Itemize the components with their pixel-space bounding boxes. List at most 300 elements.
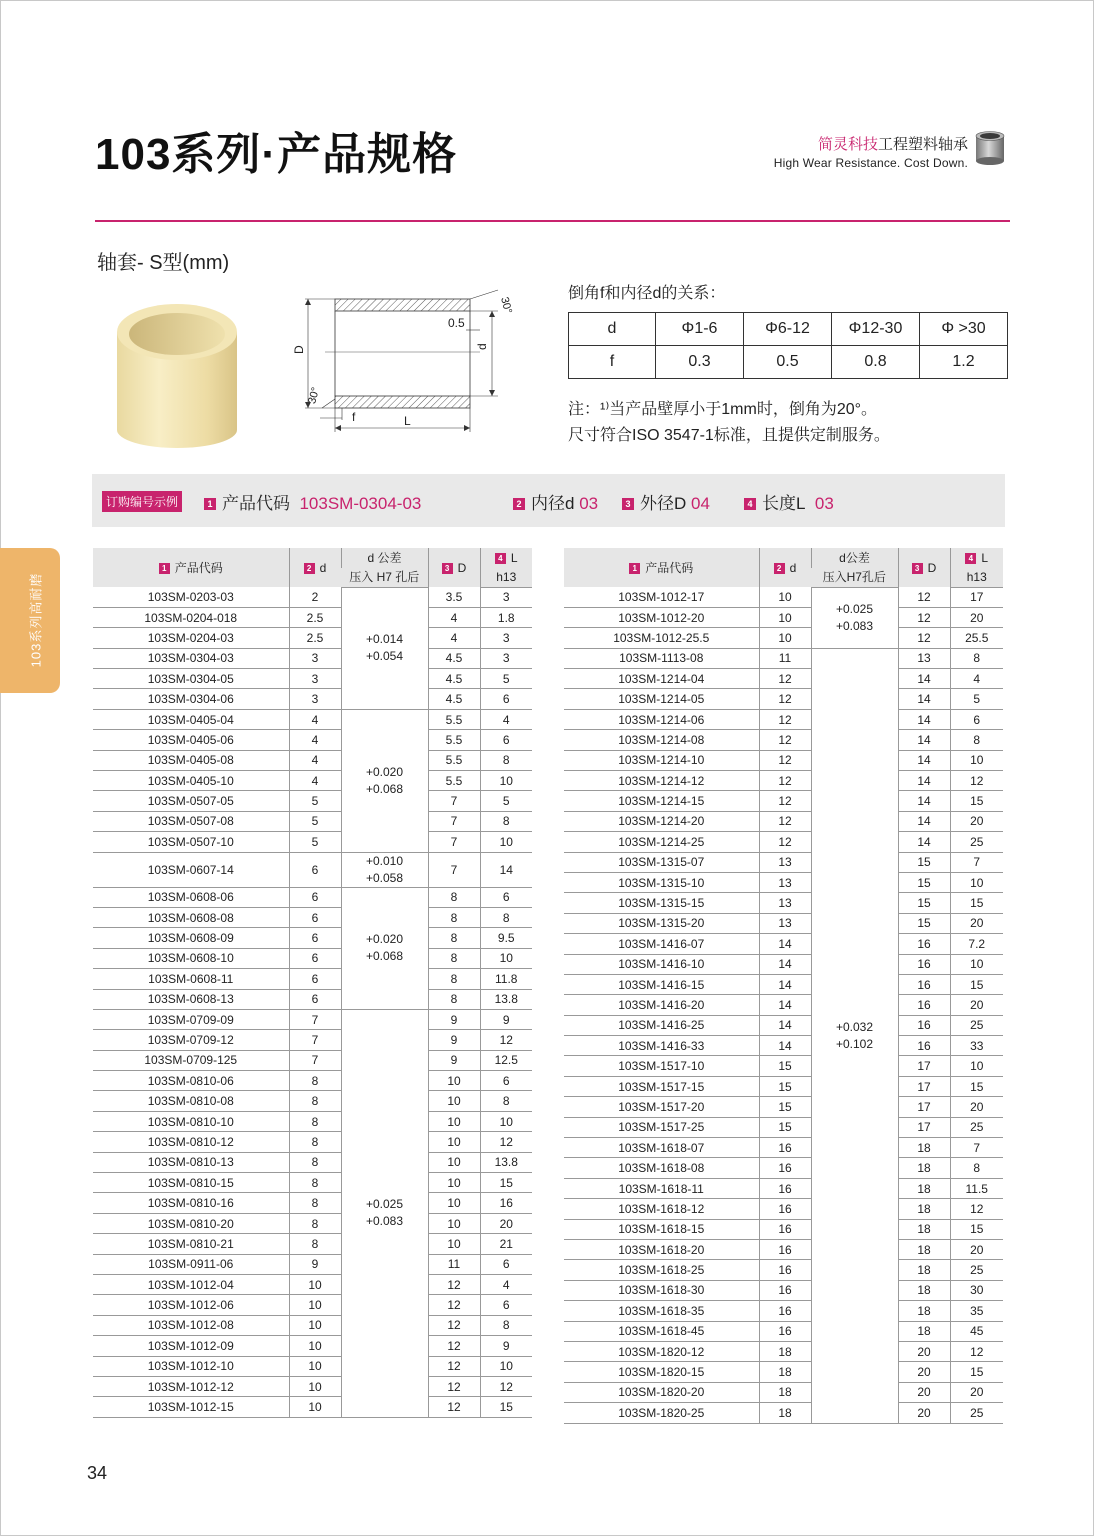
cell-D: 15	[898, 913, 950, 933]
header-L	[950, 548, 1003, 568]
number-badge: 2	[513, 498, 525, 510]
cell-d: 6	[289, 852, 341, 887]
table-row	[93, 709, 532, 729]
cell-L: 15	[950, 791, 1003, 811]
cell-code: 103SM-0911-06	[93, 1254, 289, 1274]
cell-D: 5.5	[428, 750, 480, 770]
table-row	[564, 1403, 1003, 1423]
cell-D: 10	[428, 1152, 480, 1172]
cell-D: 12	[898, 587, 950, 607]
cell-L: 9	[480, 1009, 532, 1029]
cell-D: 12	[428, 1397, 480, 1417]
brand-highlight: 简灵科技	[817, 136, 878, 153]
dim-angle-top: 30°	[498, 295, 514, 315]
table-row	[564, 974, 1003, 994]
cell-L: 9.5	[480, 928, 532, 948]
cell-code: 103SM-1820-20	[564, 1382, 759, 1402]
table-row	[93, 628, 532, 648]
cell-D: 12	[428, 1315, 480, 1335]
cell-d: 8	[289, 1152, 341, 1172]
header-D-label: D	[457, 560, 467, 575]
table-row	[93, 1213, 532, 1233]
header-rule	[95, 220, 1010, 222]
table-row	[564, 832, 1003, 852]
cell-L: 8	[480, 907, 532, 927]
table-row	[93, 969, 532, 989]
side-tab-label: 103系列高耐磨	[28, 572, 44, 668]
cell-code: 103SM-1315-15	[564, 893, 759, 913]
cell-d: 9	[289, 1254, 341, 1274]
header-code-label: 产品代码	[645, 560, 694, 575]
side-tab[interactable]	[0, 548, 60, 693]
cell-code: 103SM-0204-018	[93, 607, 289, 627]
cell-d: 14	[759, 995, 811, 1015]
order-code	[204, 489, 421, 514]
cell-code: 103SM-1012-06	[93, 1295, 289, 1315]
cell-L: 16	[480, 1193, 532, 1213]
table-row	[93, 1091, 532, 1111]
cell-D: 16	[898, 1015, 950, 1035]
cell-code: 103SM-0810-21	[93, 1234, 289, 1254]
cell-D: 9	[428, 1050, 480, 1070]
cell-d: 16	[759, 1301, 811, 1321]
tolerance-lower: +0.068	[365, 781, 404, 796]
table-row	[564, 913, 1003, 933]
chamfer-cell: f	[569, 346, 656, 379]
cell-code: 103SM-0810-15	[93, 1173, 289, 1193]
cell-D: 12	[428, 1376, 480, 1396]
chamfer-cell: 1.2	[920, 346, 1008, 379]
cell-D: 14	[898, 669, 950, 689]
number-badge: 4	[495, 553, 506, 564]
cell-code: 103SM-0608-10	[93, 948, 289, 968]
table-row	[564, 954, 1003, 974]
table-row	[564, 587, 1003, 607]
page-title: 103系列·产品规格	[95, 130, 458, 179]
chamfer-cell: Φ12-30	[832, 313, 920, 346]
cell-D: 9	[428, 1030, 480, 1050]
cell-L: 10	[480, 1111, 532, 1131]
table-row	[93, 750, 532, 770]
table-row	[564, 1138, 1003, 1158]
cell-L: 11.5	[950, 1178, 1003, 1198]
table-row	[564, 1240, 1003, 1260]
cell-code: 103SM-1214-06	[564, 709, 759, 729]
table-row	[564, 872, 1003, 892]
cell-d: 7	[289, 1009, 341, 1029]
cell-D: 14	[898, 791, 950, 811]
cell-D: 14	[898, 832, 950, 852]
cell-L: 12	[950, 1341, 1003, 1361]
cell-L: 20	[950, 811, 1003, 831]
table-row	[564, 1117, 1003, 1137]
cell-D: 4	[428, 607, 480, 627]
order-inner-value: 03	[579, 494, 599, 513]
cell-L: 12	[480, 1030, 532, 1050]
cell-d: 10	[289, 1376, 341, 1396]
cell-L: 33	[950, 1036, 1003, 1056]
tolerance-values	[836, 601, 873, 635]
cell-d: 8	[289, 1213, 341, 1233]
cell-d: 10	[289, 1397, 341, 1417]
cell-L: 7	[950, 852, 1003, 872]
chamfer-cell: Φ >30	[920, 313, 1008, 346]
dim-f: f	[352, 410, 356, 424]
cell-L: 35	[950, 1301, 1003, 1321]
cell-code: 103SM-1618-11	[564, 1178, 759, 1198]
bushing-photo	[112, 292, 242, 452]
cell-code: 103SM-0608-13	[93, 989, 289, 1009]
tolerance-lower: +0.058	[365, 870, 404, 885]
cell-L: 12	[950, 771, 1003, 791]
cell-code: 103SM-1618-35	[564, 1301, 759, 1321]
table-row	[93, 811, 532, 831]
header-L-label: L	[981, 551, 989, 565]
header-d	[289, 548, 341, 587]
cell-d: 8	[289, 1091, 341, 1111]
cell-tolerance	[341, 852, 428, 887]
page-number: 34	[87, 1463, 108, 1483]
cell-L: 6	[480, 689, 532, 709]
cell-D: 12	[428, 1356, 480, 1376]
cell-code: 103SM-1517-15	[564, 1076, 759, 1096]
cell-D: 4.5	[428, 689, 480, 709]
cell-code: 103SM-0405-08	[93, 750, 289, 770]
order-length	[744, 489, 834, 514]
cell-code: 103SM-1820-25	[564, 1403, 759, 1423]
cell-L: 15	[950, 893, 1003, 913]
cell-L: 20	[480, 1213, 532, 1233]
cell-D: 4.5	[428, 648, 480, 668]
cell-d: 8	[289, 1193, 341, 1213]
cell-code: 103SM-1012-17	[564, 587, 759, 607]
table-row	[93, 1295, 532, 1315]
cell-D: 10	[428, 1193, 480, 1213]
cell-code: 103SM-1214-05	[564, 689, 759, 709]
table-row	[564, 893, 1003, 913]
cell-code: 103SM-1113-08	[564, 648, 759, 668]
cell-L: 20	[950, 995, 1003, 1015]
cell-d: 16	[759, 1178, 811, 1198]
brand-tagline: High Wear Resistance. Cost Down.	[773, 156, 968, 170]
cell-code: 103SM-0810-13	[93, 1152, 289, 1172]
cell-code: 103SM-0608-08	[93, 907, 289, 927]
cell-d: 6	[289, 887, 341, 907]
cell-L: 15	[950, 1362, 1003, 1382]
table-row	[93, 1275, 532, 1295]
cell-L: 25	[950, 1015, 1003, 1035]
cell-d: 18	[759, 1341, 811, 1361]
cell-D: 15	[898, 852, 950, 872]
cell-code: 103SM-1517-25	[564, 1117, 759, 1137]
cell-code: 103SM-1416-25	[564, 1015, 759, 1035]
cell-code: 103SM-1618-20	[564, 1240, 759, 1260]
cell-D: 5.5	[428, 730, 480, 750]
cell-D: 18	[898, 1178, 950, 1198]
spec-table-left	[93, 548, 532, 1418]
table-row	[93, 887, 532, 907]
cell-d: 14	[759, 934, 811, 954]
cell-D: 18	[898, 1240, 950, 1260]
cell-d: 16	[759, 1158, 811, 1178]
table-row	[564, 1178, 1003, 1198]
cell-d: 18	[759, 1382, 811, 1402]
table-row	[93, 1111, 532, 1131]
cell-D: 10	[428, 1234, 480, 1254]
cell-code: 103SM-1618-30	[564, 1280, 759, 1300]
table-row	[93, 1336, 532, 1356]
cell-d: 12	[759, 771, 811, 791]
table-row	[564, 709, 1003, 729]
cell-D: 8	[428, 948, 480, 968]
cell-L: 17	[950, 587, 1003, 607]
cell-d: 10	[759, 628, 811, 648]
table-row	[93, 907, 532, 927]
table-row	[93, 689, 532, 709]
cell-L: 25	[950, 832, 1003, 852]
tolerance-lower: +0.054	[365, 649, 404, 664]
number-badge: 4	[965, 553, 976, 564]
number-badge: 4	[744, 498, 756, 510]
cell-L: 8	[950, 648, 1003, 668]
header-D	[428, 548, 480, 587]
header-d	[759, 548, 811, 587]
order-outer-value: 04	[691, 494, 710, 513]
cell-code: 103SM-0608-09	[93, 928, 289, 948]
order-outer-label: 外径D	[640, 494, 687, 513]
cell-L: 12	[480, 1376, 532, 1396]
cell-d: 12	[759, 811, 811, 831]
cell-d: 12	[759, 709, 811, 729]
number-badge: 2	[304, 563, 315, 574]
cell-code: 103SM-0810-08	[93, 1091, 289, 1111]
table-row	[93, 1397, 532, 1417]
bearing-logo-icon	[975, 130, 1005, 166]
cell-code: 103SM-1012-10	[93, 1356, 289, 1376]
cell-D: 8	[428, 969, 480, 989]
table-row	[564, 1097, 1003, 1117]
cell-L: 11.8	[480, 969, 532, 989]
cell-d: 12	[759, 669, 811, 689]
cell-D: 20	[898, 1362, 950, 1382]
table-row	[93, 1315, 532, 1335]
cell-L: 10	[950, 954, 1003, 974]
cell-d: 10	[289, 1295, 341, 1315]
chamfer-cell: 0.3	[656, 346, 744, 379]
cell-d: 12	[759, 689, 811, 709]
cell-L: 3	[480, 628, 532, 648]
cell-code: 103SM-0810-10	[93, 1111, 289, 1131]
cell-D: 7	[428, 832, 480, 852]
dim-angle-bottom: 30°	[306, 385, 323, 406]
tolerance-lower: +0.102	[835, 1036, 874, 1051]
cell-d: 4	[289, 750, 341, 770]
header-L	[480, 548, 532, 568]
cell-L: 10	[480, 771, 532, 791]
brand-block	[774, 133, 968, 170]
number-badge: 1	[629, 563, 640, 574]
cell-code: 103SM-1416-33	[564, 1036, 759, 1056]
cell-D: 18	[898, 1138, 950, 1158]
cell-D: 8	[428, 887, 480, 907]
cell-code: 103SM-1012-08	[93, 1315, 289, 1335]
order-inner-label: 内径d	[531, 494, 575, 513]
cell-L: 15	[950, 1076, 1003, 1096]
cell-code: 103SM-1012-12	[93, 1376, 289, 1396]
cell-L: 13.8	[480, 989, 532, 1009]
order-length-label: 长度L	[762, 494, 806, 513]
cell-D: 20	[898, 1341, 950, 1361]
tolerance-values	[366, 631, 403, 665]
table-row	[564, 1219, 1003, 1239]
table-row	[93, 1234, 532, 1254]
table-row	[93, 948, 532, 968]
cell-d: 16	[759, 1219, 811, 1239]
cell-D: 14	[898, 771, 950, 791]
table-row	[564, 750, 1003, 770]
tolerance-values	[836, 1019, 873, 1053]
table-row	[93, 989, 532, 1009]
header-tolerance-sub: 压入H7孔后	[811, 568, 898, 587]
cell-d: 4	[289, 709, 341, 729]
cell-L: 3	[480, 648, 532, 668]
note-line-2: 尺寸符合ISO 3547-1标准，且提供定制服务。	[568, 427, 890, 444]
cell-L: 10	[480, 1356, 532, 1376]
cell-d: 6	[289, 948, 341, 968]
tolerance-values	[366, 853, 403, 887]
cell-code: 103SM-1012-04	[93, 1275, 289, 1295]
cell-d: 15	[759, 1076, 811, 1096]
cell-code: 103SM-1315-10	[564, 872, 759, 892]
cell-D: 17	[898, 1076, 950, 1096]
cell-D: 14	[898, 689, 950, 709]
cell-d: 16	[759, 1240, 811, 1260]
cell-d: 10	[759, 607, 811, 627]
cell-code: 103SM-0810-06	[93, 1071, 289, 1091]
cell-D: 5.5	[428, 771, 480, 791]
cell-L: 20	[950, 913, 1003, 933]
cell-d: 13	[759, 913, 811, 933]
cell-D: 7	[428, 811, 480, 831]
chamfer-cell: d	[569, 313, 656, 346]
order-code-label: 产品代码	[222, 494, 290, 513]
cell-D: 8	[428, 928, 480, 948]
cell-d: 2.5	[289, 607, 341, 627]
cell-d: 16	[759, 1138, 811, 1158]
cell-d: 18	[759, 1403, 811, 1423]
header-tolerance: d公差	[811, 548, 898, 568]
cell-d: 16	[759, 1321, 811, 1341]
cell-d: 12	[759, 791, 811, 811]
cell-D: 3.5	[428, 587, 480, 607]
cell-code: 103SM-0304-06	[93, 689, 289, 709]
cell-code: 103SM-1214-15	[564, 791, 759, 811]
table-row	[564, 1015, 1003, 1035]
cell-D: 9	[428, 1009, 480, 1029]
number-badge: 3	[912, 563, 923, 574]
dim-D: D	[292, 345, 306, 354]
cell-d: 3	[289, 689, 341, 709]
cell-d: 6	[289, 989, 341, 1009]
cell-d: 13	[759, 893, 811, 913]
cell-D: 16	[898, 954, 950, 974]
cell-D: 10	[428, 1132, 480, 1152]
cell-L: 20	[950, 1097, 1003, 1117]
cell-D: 20	[898, 1403, 950, 1423]
section-title: 轴套- S型(mm)	[97, 252, 230, 274]
cell-L: 4	[480, 709, 532, 729]
header-tolerance: d 公差	[341, 548, 428, 568]
cell-code: 103SM-1618-07	[564, 1138, 759, 1158]
cell-d: 7	[289, 1050, 341, 1070]
cell-code: 103SM-1012-09	[93, 1336, 289, 1356]
cell-d: 10	[289, 1356, 341, 1376]
cell-code: 103SM-0204-03	[93, 628, 289, 648]
cell-D: 17	[898, 1117, 950, 1137]
cell-L: 8	[480, 811, 532, 831]
cell-d: 15	[759, 1097, 811, 1117]
cell-D: 16	[898, 995, 950, 1015]
order-example-bar	[92, 474, 1005, 527]
dim-d: d	[475, 343, 489, 350]
cell-D: 7	[428, 852, 480, 887]
header-D	[898, 548, 950, 587]
table-row	[93, 852, 532, 887]
cell-code: 103SM-0405-06	[93, 730, 289, 750]
cell-d: 15	[759, 1056, 811, 1076]
table-row	[93, 669, 532, 689]
cell-d: 4	[289, 771, 341, 791]
tolerance-values	[366, 931, 403, 965]
cell-d: 8	[289, 1234, 341, 1254]
cell-L: 10	[950, 750, 1003, 770]
header-L-label: L	[510, 551, 518, 565]
cell-code: 103SM-0507-08	[93, 811, 289, 831]
cell-L: 20	[950, 607, 1003, 627]
header-D-label: D	[927, 560, 937, 575]
cell-L: 30	[950, 1280, 1003, 1300]
cell-L: 5	[480, 791, 532, 811]
table-row	[564, 730, 1003, 750]
notes	[568, 397, 890, 449]
tolerance-upper: +0.025	[365, 1197, 404, 1212]
cell-code: 103SM-1214-12	[564, 771, 759, 791]
cell-d: 16	[759, 1260, 811, 1280]
cell-D: 14	[898, 709, 950, 729]
cell-code: 103SM-1012-25.5	[564, 628, 759, 648]
tolerance-upper: +0.032	[835, 1019, 874, 1034]
cell-code: 103SM-1315-20	[564, 913, 759, 933]
cell-d: 8	[289, 1111, 341, 1131]
cell-d: 16	[759, 1199, 811, 1219]
cell-L: 20	[950, 1240, 1003, 1260]
table-row	[564, 995, 1003, 1015]
cell-d: 16	[759, 1280, 811, 1300]
cell-D: 18	[898, 1321, 950, 1341]
cell-L: 10	[950, 872, 1003, 892]
cell-L: 8	[480, 1091, 532, 1111]
cell-d: 4	[289, 730, 341, 750]
cell-d: 12	[759, 730, 811, 750]
cell-L: 4	[480, 1275, 532, 1295]
cell-L: 10	[480, 832, 532, 852]
cell-L: 3	[480, 587, 532, 607]
header-L-sub: h13	[480, 568, 532, 587]
cell-code: 103SM-1517-10	[564, 1056, 759, 1076]
cell-d: 13	[759, 872, 811, 892]
tolerance-upper: +0.020	[365, 764, 404, 779]
cell-L: 25	[950, 1260, 1003, 1280]
